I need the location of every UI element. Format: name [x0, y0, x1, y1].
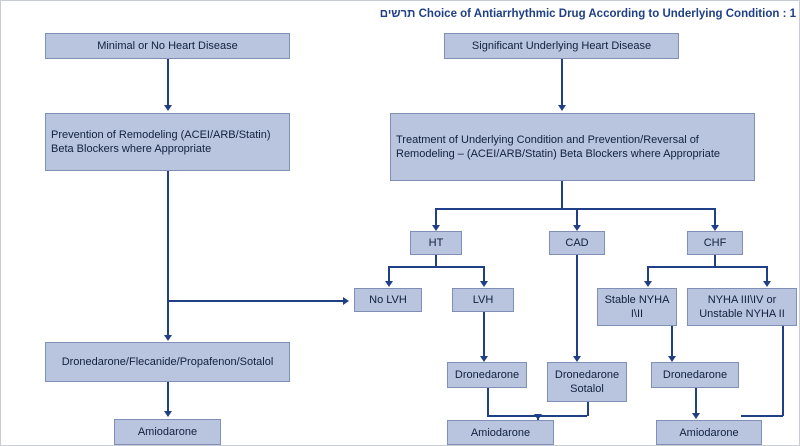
node-lvh: LVH [452, 288, 514, 312]
node-prevention-remodeling: Prevention of Remodeling (ACEI/ARB/Statin) Beta Blockers where Appropriate [45, 113, 290, 171]
node-drug-chf: Dronedarone [651, 362, 739, 388]
arrowhead-prevention-to-nolvh [343, 297, 349, 305]
arrowhead-chf-to-stable [644, 281, 652, 287]
arrowhead-ht-to-lvh [480, 281, 488, 287]
arrowhead-prevention-to-drugs [164, 335, 172, 341]
connector-prevention-to-drugs [167, 171, 169, 338]
diagram-title: Choice of Antiarrhythmic Drug According to Underlying Condition : 1 תרשים [379, 8, 796, 20]
node-cad: CAD [549, 231, 605, 255]
node-amiodarone-mid: Amiodarone [447, 420, 554, 445]
node-drug-cad: Dronedarone Sotalol [547, 362, 627, 402]
node-treatment-underlying: Treatment of Underlying Condition and Prevention/Reversal of Remodeling – (ACEI/ARB/Statin) Beta Blockers where Appropriate [390, 113, 755, 181]
node-amiodarone-left: Amiodarone [114, 419, 221, 445]
connector-chf-bus [647, 266, 767, 268]
connector-minimal-to-prevention [167, 59, 169, 107]
connector-drugcad-to-amiodarone-mid [587, 402, 589, 416]
connector-druglvh-to-amiodarone-mid [487, 388, 489, 417]
arrowhead-chf-to-nyha [763, 281, 771, 287]
node-minimal-heart-disease: Minimal or No Heart Disease [45, 33, 290, 59]
arrowhead-drugchf-to-amiodarone-right [692, 413, 700, 419]
node-drug-lvh: Dronedarone [447, 362, 527, 388]
node-no-lvh: No LVH [354, 288, 422, 312]
connector-drugs-to-amiodarone-left [167, 382, 169, 414]
connector-treatment-stem [561, 181, 563, 209]
connector-ht-bus [388, 266, 484, 268]
connector-stable-to-drug [671, 326, 673, 359]
connector-cad-to-drug [576, 255, 578, 359]
node-stable-nyha: Stable NYHA I\II [597, 288, 677, 326]
arrowhead-significant-to-treatment [558, 105, 566, 111]
node-chf: CHF [687, 231, 743, 255]
node-nyha-unstable: NYHA III\IV or Unstable NYHA II [687, 288, 797, 326]
connector-prevention-to-nolvh [167, 300, 345, 302]
connector-significant-to-treatment [561, 59, 563, 107]
arrowhead-minimal-to-prevention [164, 105, 172, 111]
node-amiodarone-right: Amiodarone [656, 420, 762, 445]
node-ht: HT [410, 231, 462, 255]
node-drug-left: Dronedarone/Flecanide/Propafenon/Sotalol [45, 342, 290, 382]
connector-nyha-bus-right [741, 415, 783, 417]
arrowhead-drugs-to-amiodarone-left [164, 411, 172, 417]
connector-treatment-bus [435, 208, 715, 210]
connector-nyha-to-amiodarone-right [782, 326, 784, 416]
node-significant-heart-disease: Significant Underlying Heart Disease [444, 33, 679, 59]
arrowhead-ht-to-nolvh [385, 281, 393, 287]
connector-lvh-to-drug [483, 312, 485, 359]
